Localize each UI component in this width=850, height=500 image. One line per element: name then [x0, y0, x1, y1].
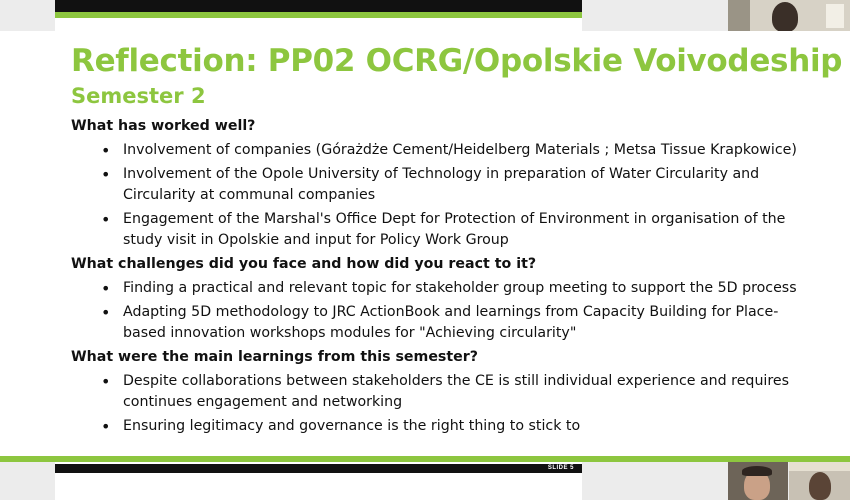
participant-video-tile[interactable] — [728, 462, 788, 500]
background-object — [789, 462, 850, 471]
bullet-list — [101, 371, 816, 437]
background-object — [826, 4, 844, 28]
bullet-list — [101, 140, 816, 251]
previous-slide-thumbnail[interactable] — [55, 0, 582, 31]
section-question: What were the main learnings from this semester? — [71, 349, 479, 365]
slide-accent-bar — [55, 12, 582, 18]
background-object — [728, 0, 750, 31]
participant-avatar — [809, 472, 831, 500]
next-slide-thumbnail[interactable] — [55, 462, 582, 500]
bullet-item: • Despite collaborations between stakeholders the CE is still individual experience and requires continues engagement and networking — [101, 371, 816, 413]
slide-number-label: SLIDE 5 — [547, 465, 574, 471]
current-slide — [0, 31, 850, 462]
slide-header-bar — [55, 464, 582, 473]
bullet-item: • Finding a practical and relevant topic for stakeholder group meeting to support the 5D process — [101, 278, 816, 299]
slide-subtitle: Semester 2 — [71, 84, 206, 108]
participant-hair — [742, 466, 772, 476]
section-question: What challenges did you face and how did you react to it? — [71, 256, 537, 272]
bullet-item: • Ensuring legitimacy and governance is the right thing to stick to — [101, 416, 816, 437]
section-question: What has worked well? — [71, 118, 256, 134]
participant-avatar — [772, 2, 798, 31]
bullet-item: • Adapting 5D methodology to JRC ActionBook and learnings from Capacity Building for Place-based innovation workshops modules for "Achieving circularity" — [101, 302, 816, 344]
slide-title: Reflection: PP02 OCRG/Opolskie Voivodeship — [71, 43, 843, 79]
slide-content — [71, 116, 816, 440]
bullet-item: • Involvement of companies (Górażdże Cement/Heidelberg Materials ; Metsa Tissue Krapkowice) — [101, 140, 816, 161]
slide-header-bar — [55, 0, 582, 12]
bullet-list — [101, 278, 816, 344]
bullet-item: • Engagement of the Marshal's Office Dept for Protection of Environment in organisation of the study visit in Opolskie and input for Policy Work Group — [101, 209, 816, 251]
participant-video-tile[interactable] — [789, 462, 850, 500]
participant-video-tile[interactable] — [728, 0, 850, 31]
bullet-item: • Involvement of the Opole University of Technology in preparation of Water Circularity and Circularity at communal companies — [101, 164, 816, 206]
